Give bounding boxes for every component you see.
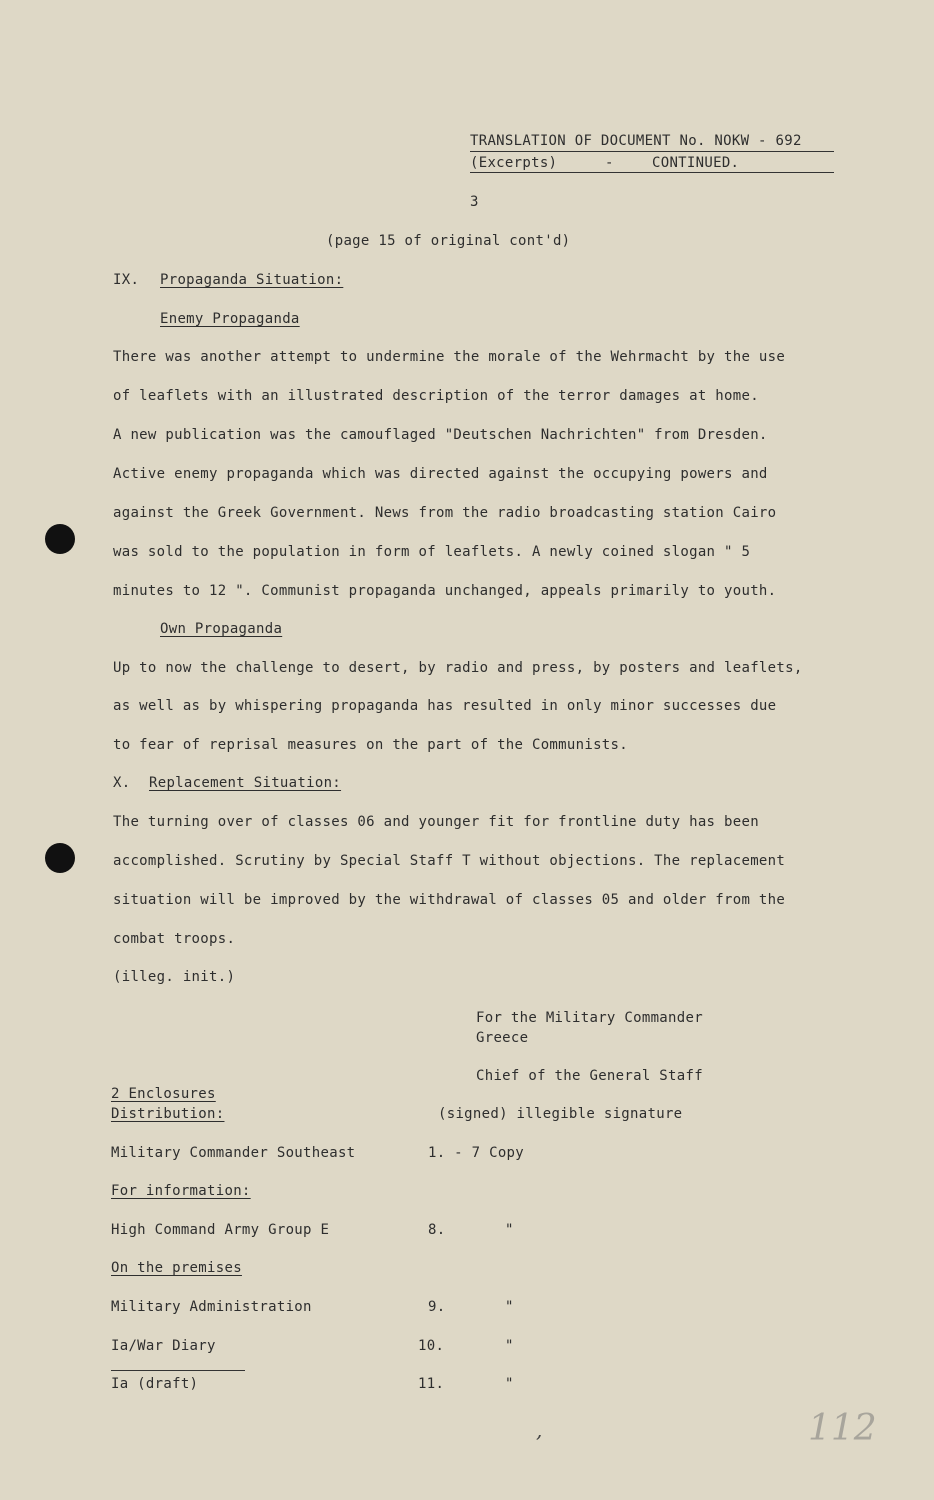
paragraph-line: to fear of reprisal measures on the part of the Communists. [113, 737, 628, 753]
header-continued: CONTINUED. [652, 155, 740, 171]
enclosures: 2 Enclosures [111, 1086, 216, 1102]
distribution-rule [111, 1370, 245, 1371]
paragraph-line: against the Greek Government. News from the radio broadcasting station Cairo [113, 505, 777, 521]
pencil-tick-mark: , [536, 1418, 543, 1442]
section-ix-number: IX. [113, 272, 140, 288]
distribution-name: Military Commander Southeast [111, 1145, 356, 1161]
paragraph-line: A new publication was the camouflaged "Deutschen Nachrichten" from Dresden. [113, 427, 768, 443]
section-ix-title: Propaganda Situation: [160, 272, 344, 288]
distribution-num: 11. [418, 1376, 445, 1392]
distribution-name: Military Administration [111, 1299, 312, 1315]
initials: (illeg. init.) [113, 969, 236, 985]
paragraph-line: minutes to 12 ". Communist propaganda unchanged, appeals primarily to youth. [113, 583, 777, 599]
on-premises-heading: On the premises [111, 1260, 242, 1276]
header-excerpts: (Excerpts) [470, 155, 558, 171]
distribution-ditto: " [505, 1338, 514, 1354]
paragraph-line: combat troops. [113, 931, 236, 947]
enemy-propaganda-heading: Enemy Propaganda [160, 311, 300, 327]
distribution-ditto: " [505, 1222, 514, 1238]
page-number: 3 [470, 194, 479, 210]
page-note: (page 15 of original cont'd) [326, 233, 571, 249]
punch-hole-top [45, 524, 75, 554]
distribution-name: Ia (draft) [111, 1376, 199, 1392]
signature-line-1: For the Military Commander [476, 1010, 703, 1026]
for-information-heading: For information: [111, 1183, 251, 1199]
distribution-copy: 1. - 7 Copy [428, 1145, 525, 1161]
distribution-num: 8. [428, 1222, 446, 1238]
header-title: TRANSLATION OF DOCUMENT No. NOKW - 692 [470, 133, 802, 149]
distribution-name: High Command Army Group E [111, 1222, 330, 1238]
paragraph-line: of leaflets with an illustrated description of the terror damages at home. [113, 388, 759, 404]
handwritten-folio-number: 112 [808, 1408, 877, 1449]
paragraph-line: as well as by whispering propaganda has resulted in only minor successes due [113, 698, 777, 714]
distribution-heading: Distribution: [111, 1106, 225, 1122]
header-rule-1 [470, 151, 834, 152]
distribution-ditto: " [505, 1376, 514, 1392]
paragraph-line: situation will be improved by the withdrawal of classes 05 and older from the [113, 892, 786, 908]
header-rule-2 [470, 172, 834, 173]
distribution-name: Ia/War Diary [111, 1338, 216, 1354]
distribution-num: 10. [418, 1338, 445, 1354]
header-dash: - [605, 155, 614, 171]
paragraph-line: was sold to the population in form of leaflets. A newly coined slogan " 5 [113, 544, 751, 560]
section-x-title: Replacement Situation: [149, 775, 342, 791]
section-x-number: X. [113, 775, 131, 791]
paragraph-line: accomplished. Scrutiny by Special Staff T without objections. The replacement [113, 853, 786, 869]
signature-line-3: Chief of the General Staff [476, 1068, 703, 1084]
distribution-num: 9. [428, 1299, 446, 1315]
signature-line-2: Greece [476, 1030, 529, 1046]
signature-line-4: (signed) illegible signature [438, 1106, 683, 1122]
paragraph-line: The turning over of classes 06 and younger fit for frontline duty has been [113, 814, 759, 830]
distribution-ditto: " [505, 1299, 514, 1315]
own-propaganda-heading: Own Propaganda [160, 621, 283, 637]
paragraph-line: Up to now the challenge to desert, by radio and press, by posters and leaflets, [113, 660, 803, 676]
punch-hole-bottom [45, 843, 75, 873]
paragraph-line: Active enemy propaganda which was directed against the occupying powers and [113, 466, 768, 482]
paragraph-line: There was another attempt to undermine the morale of the Wehrmacht by the use [113, 349, 786, 365]
